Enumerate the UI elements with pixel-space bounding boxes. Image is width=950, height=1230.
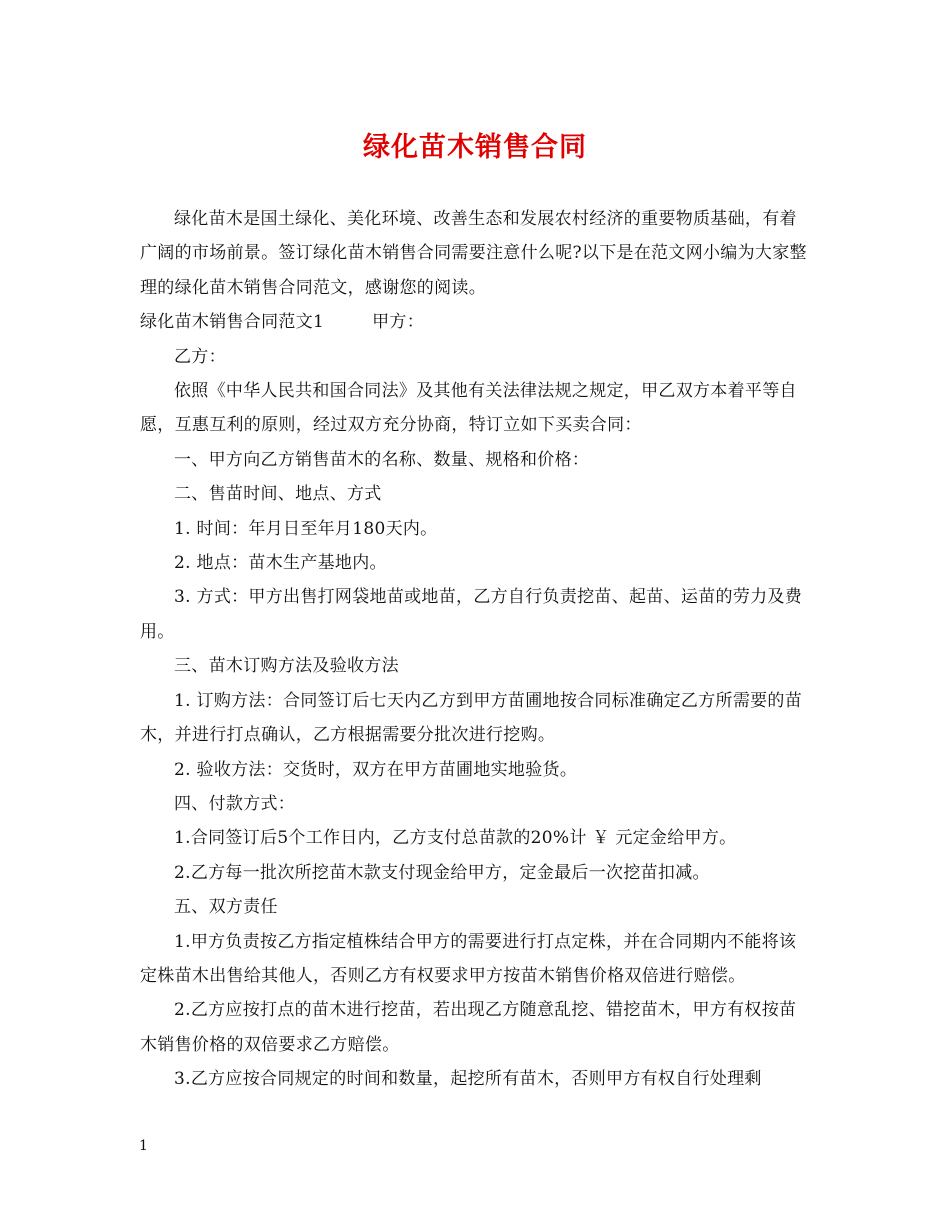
- section-2-item-3: 3. 方式：甲方出售打网袋地苗或地苗，乙方自行负责挖苗、起苗、运苗的劳力及费用。: [140, 587, 803, 642]
- section-4-heading: 四、付款方式：: [174, 793, 296, 814]
- party-b-label: 乙方：: [174, 346, 226, 367]
- section-5-item-2: 2.乙方应按打点的苗木进行挖苗，若出现乙方随意乱挖、错挖苗木，甲方有权按苗木销售价格的双倍要求乙方赔偿。: [140, 1000, 797, 1055]
- section-4-item-2: 2.乙方每一批次所挖苗木款支付现金给甲方，定金最后一次挖苗扣减。: [174, 862, 710, 883]
- section-5-item-1: 1.甲方负责按乙方指定植株结合甲方的需要进行打点定株，并在合同期内不能将该定株苗木出售给其他人，否则乙方有权要求甲方按苗木销售价格双倍进行赔偿。: [140, 931, 797, 986]
- preamble-paragraph: 依照《中华人民共和国合同法》及其他有关法律法规之规定，甲乙双方本着平等自愿，互惠互利的原则，经过双方充分协商，特订立如下买卖合同：: [140, 381, 797, 436]
- section-3-heading: 三、苗木订购方法及验收方法: [174, 656, 399, 677]
- party-a-label: 甲方：: [372, 312, 425, 333]
- section-3-item-1: 1. 订购方法：合同签订后七天内乙方到甲方苗圃地按合同标准确定乙方所需要的苗木，并进行打点确认，乙方根据需要分批次进行挖购。: [140, 690, 803, 746]
- section-5-heading: 五、双方责任: [174, 897, 278, 918]
- section-2-item-1: 1. 时间：年月日至年月180天内。: [174, 518, 438, 539]
- document-title: 绿化苗木销售合同: [363, 132, 587, 163]
- sample-heading-line: [140, 305, 812, 339]
- section-2-item-2: 2. 地点：苗木生产基地内。: [174, 553, 387, 574]
- intro-paragraph: 绿化苗木是国土绿化、美化环境、改善生态和发展农村经济的重要物质基础，有着广阔的市场前景。签订绿化苗木销售合同需要注意什么呢?以下是在范文网小编为大家整理的绿化苗木销售合同范文，感谢您的阅读。: [140, 209, 807, 298]
- page-number: 1: [139, 1138, 148, 1154]
- section-2-heading: 二、售苗时间、地点、方式: [174, 484, 382, 505]
- section-1-heading: 一、甲方向乙方销售苗木的名称、数量、规格和价格：: [174, 449, 590, 470]
- document-body: [140, 202, 812, 1097]
- section-5-item-3: 3.乙方应按合同规定的时间和数量，起挖所有苗木，否则甲方有权自行处理剩: [174, 1069, 762, 1090]
- section-3-item-2: 2. 验收方法：交货时，双方在甲方苗圃地实地验货。: [174, 759, 578, 780]
- sample-label: 绿化苗木销售合同范文1: [140, 312, 325, 333]
- section-4-item-1: 1.合同签订后5个工作日内，乙方支付总苗款的20%计 ￥ 元定金给甲方。: [174, 828, 737, 849]
